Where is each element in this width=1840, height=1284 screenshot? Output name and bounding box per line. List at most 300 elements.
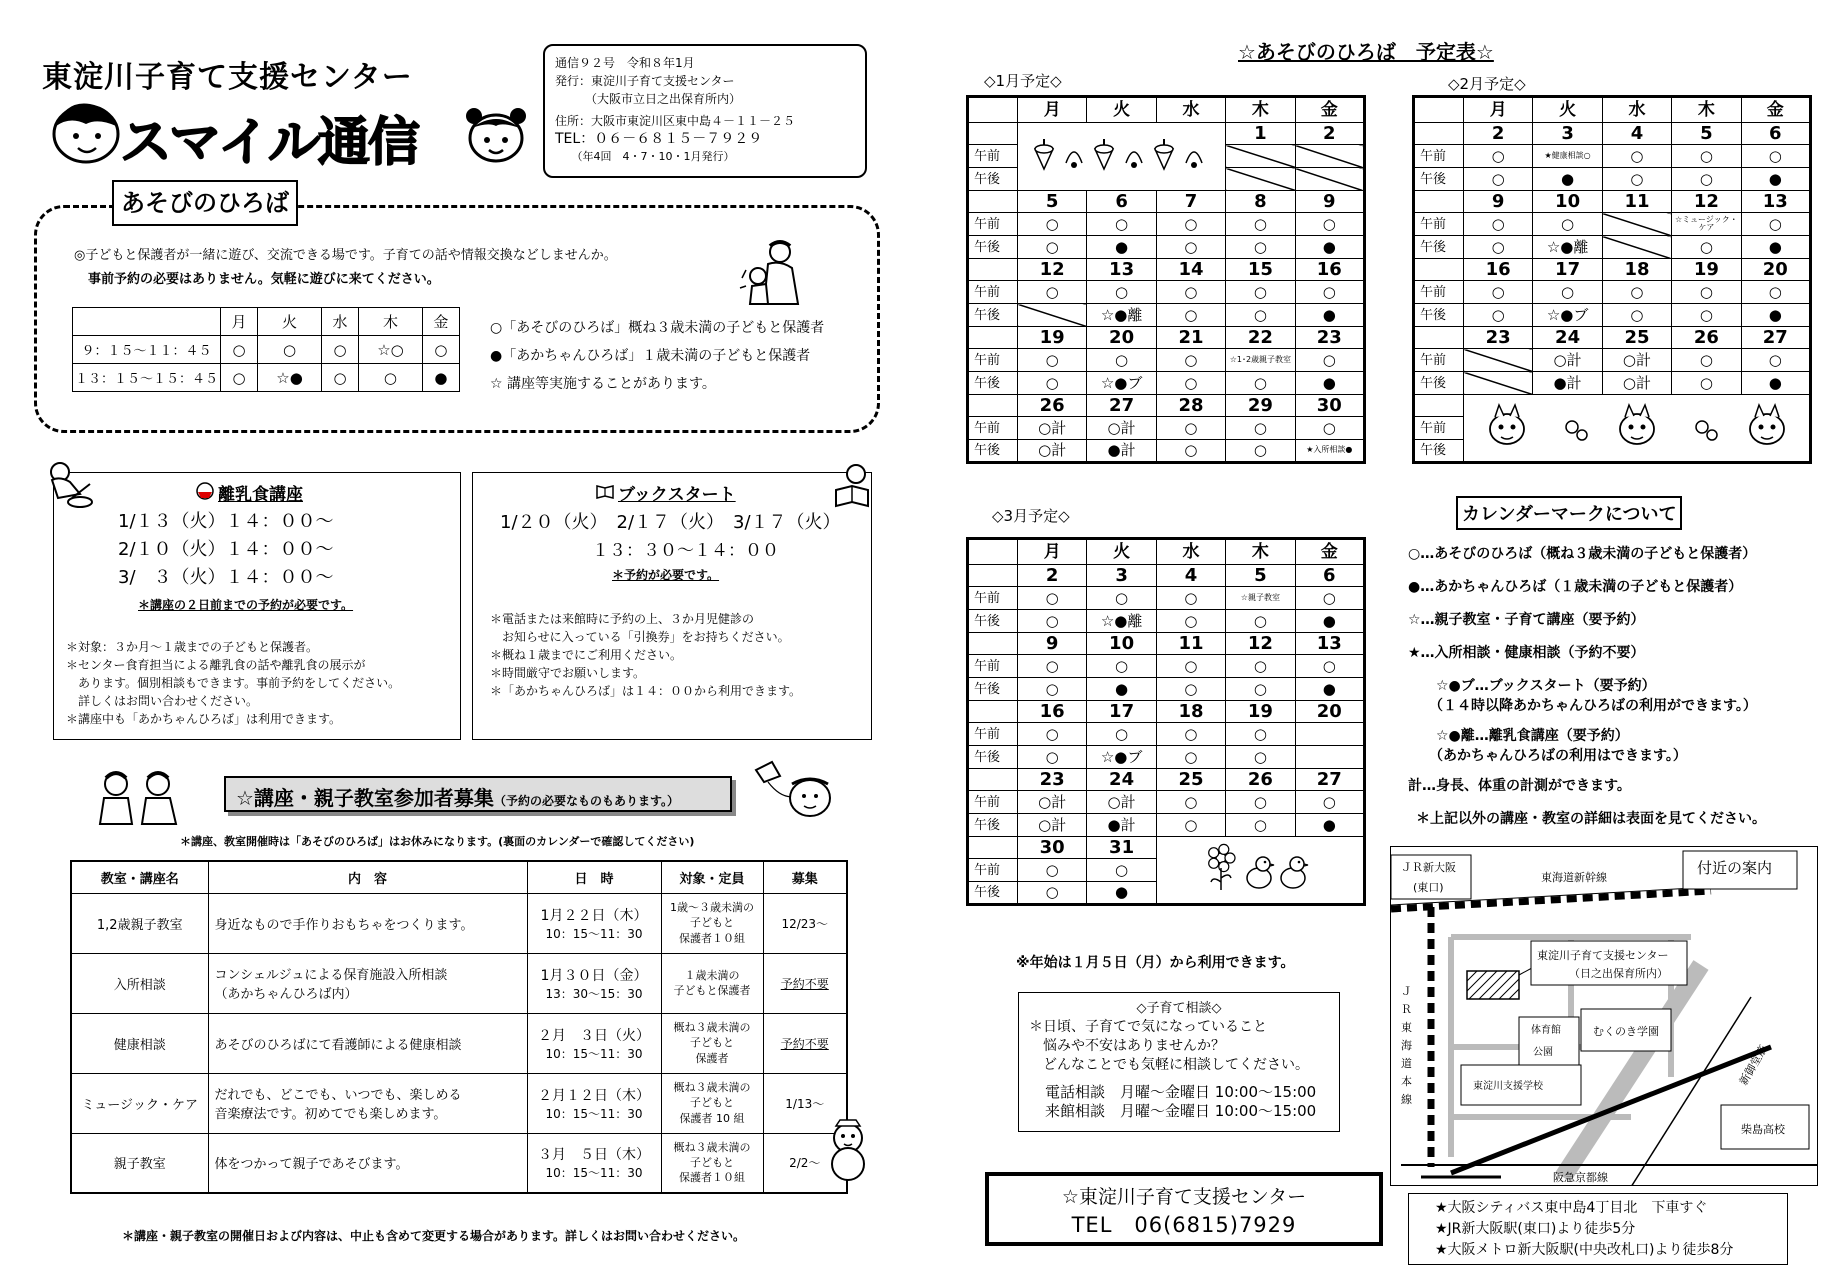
cal-weekday: 月 [1018, 539, 1087, 565]
cal-cell: ○ [1226, 440, 1295, 463]
rinyu-note: ＊対象：３か月～１歳までの子どもと保護者。 [66, 640, 319, 654]
cal-cell: ☆●ブ [1533, 304, 1602, 327]
program-content-line: 体をつかって親子であそびます。 [214, 1157, 409, 1173]
programs-title-small: （予約の必要なものもあります。） [493, 794, 679, 808]
mark-line: ☆●ブ…ブックスタート（要予約） [1408, 678, 1656, 694]
jan-label: ◇1月予定◇ [984, 72, 1062, 90]
cal-cell: ○ [1295, 417, 1364, 440]
newyear-note: ※年始は１月５日（月）から利用できます。 [1016, 955, 1295, 971]
program-content-line: （あかちゃんひろば内） [214, 987, 358, 1002]
consult-line: 悩みや不安はありませんか？ [1029, 1038, 1225, 1054]
map-title: 付近の案内 [1697, 859, 1773, 877]
mark-line: （あかちゃんひろばの利用はできます。） [1408, 748, 1687, 764]
info-line: （大阪市立日之出保育所内） [555, 92, 742, 106]
cal-date: 3 [1087, 565, 1156, 587]
cal-date: 30 [1295, 395, 1364, 417]
program-time: 13：30～15：30 [545, 986, 643, 1001]
marks-title: カレンダーマークについて [1456, 496, 1682, 530]
contact-name: ☆東淀川子育て支援センター [1061, 1186, 1307, 1208]
day-header: 木 [359, 308, 423, 336]
map-jr-line: ＪＲ東海道本線 [1401, 985, 1412, 1106]
program-row [71, 1133, 847, 1193]
cal-cell: ○ [1087, 587, 1156, 610]
cal-cell: ○ [1602, 145, 1671, 168]
parent-child-icon [738, 238, 812, 314]
hiroba-legend [490, 314, 824, 398]
program-datetime [527, 893, 661, 953]
cal-slot-label: 午前 [1414, 213, 1464, 236]
cal-date: 20 [1741, 259, 1810, 281]
program-name: 健康相談 [71, 1013, 208, 1073]
cal-cell: ● [1295, 610, 1364, 633]
cal-weekday: 水 [1156, 97, 1225, 123]
cal-cell: ○ [1018, 723, 1087, 746]
time-slot: ９：１５～１１：４５ [73, 336, 221, 364]
legend-item: ●「あかちゃんひろば」１歳未満の子どもと保護者 [490, 348, 811, 364]
cal-slot-label: 午前 [968, 859, 1018, 882]
program-target-line: 保護者 10 組 [679, 1111, 745, 1125]
cal-weekday: 水 [1602, 97, 1671, 123]
cal-slot-label: 午前 [1414, 349, 1464, 372]
map-school1: むくのき学園 [1593, 1025, 1659, 1038]
map-jr-exit: (東口) [1413, 881, 1444, 894]
cal-cell: ○ [1156, 213, 1225, 236]
cal-cell: ○ [1156, 610, 1225, 633]
cal-cell: ●計 [1087, 440, 1156, 463]
cal-date: 13 [1087, 259, 1156, 281]
oni-mask-icon [1477, 401, 1797, 451]
cal-cell [1226, 145, 1295, 168]
cal-date: 6 [1295, 565, 1364, 587]
cal-spacer [968, 633, 1018, 655]
mark-line: ☆…親子教室・子育て講座（要予約） [1408, 612, 1645, 628]
cal-date: 23 [1018, 769, 1087, 791]
cal-cell: ○ [1672, 349, 1741, 372]
hours-cell: ☆○ [359, 336, 423, 364]
two-kids-icon [96, 766, 186, 830]
day-header: 月 [221, 308, 258, 336]
cal-cell: ○ [1087, 281, 1156, 304]
cal-cell: ○ [1156, 417, 1225, 440]
cal-slot-label: 午後 [968, 236, 1018, 259]
map-box [1390, 846, 1818, 1186]
rinyu-notice: ＊講座の２日前までの予約が必要です。 [138, 598, 354, 612]
rinyu-dates [118, 508, 334, 592]
cal-slot-label: 午前 [1414, 281, 1464, 304]
cal-cell: ● [1533, 168, 1602, 191]
cal-date: 26 [1672, 327, 1741, 349]
program-target-line: 保護者１０組 [679, 931, 745, 945]
cal-spacer [968, 769, 1018, 791]
cal-cell: ● [1741, 168, 1810, 191]
schedule-title: ☆あそびのひろば 予定表☆ [1238, 40, 1494, 64]
cal-date: 24 [1087, 769, 1156, 791]
cal-weekday: 木 [1226, 97, 1295, 123]
consult-box [1018, 992, 1340, 1132]
programs-header: 募集 [763, 861, 847, 893]
cal-cell: ☆●ブ [1087, 372, 1156, 395]
cal-spacer [968, 701, 1018, 723]
programs-header: 教室・講座名 [71, 861, 208, 893]
hiroba-note: 事前予約の必要はありません。気軽に遊びに来てください。 [88, 272, 440, 287]
cal-cell: ○ [1156, 236, 1225, 259]
cal-weekday: 火 [1087, 97, 1156, 123]
day-header: 水 [321, 308, 358, 336]
cal-date: 3 [1533, 123, 1602, 145]
cal-date: 17 [1087, 701, 1156, 723]
cal-cell: ○ [1602, 304, 1671, 327]
cal-cell: ● [1087, 678, 1156, 701]
cal-cell: ○ [1087, 655, 1156, 678]
program-target-line: １歳未満の [684, 968, 740, 982]
cal-cell: ○ [1018, 587, 1087, 610]
cal-slot-label: 午後 [968, 168, 1018, 191]
cal-cell: ○ [1156, 723, 1225, 746]
map-school2: 東淀川支援学校 [1473, 1081, 1543, 1092]
cal-cell: ○計 [1087, 417, 1156, 440]
cal-cell: ○ [1156, 791, 1225, 814]
program-content-line: コンシェルジュによる保育施設入所相談 [214, 968, 448, 983]
cal-spacer [1414, 123, 1464, 145]
mark-line: ●…あかちゃんひろば（１歳未満の子どもと保護者） [1408, 579, 1743, 595]
cal-cell: ○ [1226, 723, 1295, 746]
cal-cell: ○ [1087, 859, 1156, 882]
program-target-line: 子どもと保護者 [673, 984, 751, 997]
cal-cell: ○ [1018, 610, 1087, 633]
day-header: 金 [422, 308, 459, 336]
cal-cell: ○ [1018, 882, 1087, 905]
cal-cell [1295, 168, 1364, 191]
program-target [661, 1013, 763, 1073]
mar-label: ◇3月予定◇ [992, 507, 1070, 525]
program-name: 1,2歳親子教室 [71, 893, 208, 953]
cal-cell: ○ [1018, 678, 1087, 701]
cal-cell: ○ [1464, 281, 1533, 304]
cal-corner [968, 97, 1018, 123]
cal-weekday: 木 [1226, 539, 1295, 565]
hours-cell: ○ [321, 336, 358, 364]
program-time: 10：15～11：30 [545, 1046, 643, 1061]
hiroba-title: あそびのひろば [112, 180, 298, 226]
program-target [661, 893, 763, 953]
programs-title-box [224, 776, 732, 812]
program-target-line: 保護者１０組 [679, 1171, 745, 1185]
program-row [71, 953, 847, 1013]
bookstart-time: １３：３０～１４：００ [592, 541, 779, 561]
hours-cell: ○ [221, 336, 258, 364]
cal-date: 31 [1087, 837, 1156, 859]
program-target-line: 保護者 [695, 1051, 729, 1065]
cal-date: 24 [1533, 327, 1602, 349]
bookstart-note: お知らせに入っている「引換券」をお持ちください。 [490, 630, 790, 644]
cal-date: 19 [1018, 327, 1087, 349]
cal-cell: ○ [1672, 304, 1741, 327]
cal-date: 26 [1018, 395, 1087, 417]
hours-cell: ○ [258, 336, 322, 364]
cal-cell: ● [1741, 372, 1810, 395]
book-icon [596, 485, 614, 499]
rinyu-date: 3/ ３（火）１４：００～ [118, 567, 334, 588]
cal-weekday: 月 [1018, 97, 1087, 123]
cal-spacer [1414, 259, 1464, 281]
program-date: ２月１２日（木） [538, 1087, 650, 1104]
consult-phone: 電話相談 月曜～金曜日 10:00～15:00 [1045, 1083, 1317, 1101]
cal-cell: ○ [1226, 791, 1295, 814]
cal-cell: ○ [1295, 213, 1364, 236]
cal-date: 11 [1156, 633, 1225, 655]
cal-cell: ○ [1464, 213, 1533, 236]
cal-cell: ○計 [1018, 417, 1087, 440]
cal-cell: ○ [1602, 281, 1671, 304]
mark-line: 計…身長、体重の計測ができます。 [1408, 778, 1631, 794]
cal-slot-label: 午前 [1414, 417, 1464, 440]
rinyu-date: 1/１３（火）１４：００～ [118, 511, 334, 532]
marks-list [1408, 538, 1766, 836]
program-recruit: 12/23～ [763, 893, 847, 953]
cal-spacer [968, 395, 1018, 417]
cal-date: 12 [1672, 191, 1741, 213]
bookstart-note: ＊時間厳守でお願いします。 [490, 666, 646, 680]
program-content [208, 893, 527, 953]
program-target-line: 子どもと [690, 1156, 734, 1170]
map-gym: 体育館 [1531, 1025, 1561, 1036]
cooking-child-icon [40, 458, 98, 514]
programs-table [70, 860, 848, 1194]
cal-spacer [968, 191, 1018, 213]
cal-cell: ○計 [1018, 814, 1087, 837]
program-date: ２月 ３日（火） [538, 1027, 650, 1044]
program-time: 10：15～11：30 [545, 1166, 643, 1181]
consult-title: ◇子育て相談◇ [1136, 1001, 1222, 1016]
rice-bowl-icon [196, 482, 214, 500]
cal-cell: ○ [1295, 587, 1364, 610]
cal-slot-label: 午前 [968, 145, 1018, 168]
cal-cell: ○ [1087, 723, 1156, 746]
cal-decoration [1464, 395, 1811, 463]
cal-slot-label: 午後 [968, 440, 1018, 463]
bookstart-dates: 1/２０（火） 2/１７（火） 3/１７（火） [500, 512, 841, 533]
cal-cell: ○ [1156, 372, 1225, 395]
rinyu-note: ＊センター食育担当による離乳食の話や離乳食の展示が [66, 658, 366, 672]
mark-line: （１４時以降あかちゃんひろばの利用ができます。） [1408, 698, 1757, 714]
cal-date: 30 [1018, 837, 1087, 859]
cal-cell: ○ [1018, 746, 1087, 769]
cal-spacer [1414, 191, 1464, 213]
cal-corner [968, 539, 1018, 565]
cal-weekday: 金 [1741, 97, 1810, 123]
cal-cell: ○ [1672, 236, 1741, 259]
cal-cell: ☆●離 [1087, 610, 1156, 633]
cal-cell [1602, 213, 1671, 236]
cal-date: 25 [1602, 327, 1671, 349]
legend-item: ○「あそびのひろば」概ね３歳未満の子どもと保護者 [490, 320, 825, 336]
kite-child-icon [752, 760, 834, 822]
program-recruit: 2/2～ [763, 1133, 847, 1193]
cal-spacer [1414, 327, 1464, 349]
cal-cell: ● [1741, 236, 1810, 259]
feb-label: ◇2月予定◇ [1448, 75, 1526, 93]
cal-spacer [968, 123, 1018, 145]
cal-spacer [968, 565, 1018, 587]
program-target [661, 953, 763, 1013]
rinyu-note: あります。個別相談もできます。事前予約をしてください。 [66, 676, 401, 690]
program-row [71, 1073, 847, 1133]
cal-cell: ○ [1464, 145, 1533, 168]
access-line: ★大阪シティバス東中島4丁目北 下車すぐ [1435, 1200, 1708, 1216]
programs-footnote: ＊講座・親子教室の開催日および内容は、中止も含めて変更する場合があります。詳しくはお問い合わせください。 [122, 1229, 746, 1243]
cal-slot-label: 午後 [968, 814, 1018, 837]
cal-date: 19 [1672, 259, 1741, 281]
cal-date: 16 [1018, 701, 1087, 723]
cal-date: 5 [1226, 565, 1295, 587]
cal-cell: ○ [1018, 236, 1087, 259]
cal-date: 23 [1464, 327, 1533, 349]
consult-line: ＊日頃、子育てで気になっていること [1029, 1019, 1267, 1035]
cal-date: 1 [1226, 123, 1295, 145]
map-center-sub: （日之出保育所内） [1569, 967, 1668, 980]
cal-date: 26 [1226, 769, 1295, 791]
program-time: 10：15～11：30 [545, 926, 643, 941]
cal-cell: ○計 [1087, 791, 1156, 814]
cal-cell: ○ [1156, 655, 1225, 678]
hours-cell: ○ [221, 364, 258, 392]
cal-date: 18 [1156, 701, 1225, 723]
cal-slot-label: 午後 [1414, 372, 1464, 395]
program-name: ミュージック・ケア [71, 1073, 208, 1133]
cal-cell: ○ [1464, 304, 1533, 327]
january-calendar [966, 95, 1366, 464]
cal-date: 27 [1741, 327, 1810, 349]
program-target [661, 1073, 763, 1133]
info-line: （年4回 4・7・10・1月発行） [555, 150, 735, 163]
cal-slot-label: 午前 [968, 723, 1018, 746]
program-target-line: 子どもと [690, 916, 734, 930]
cal-date: 18 [1602, 259, 1671, 281]
newsletter-title: スマイル通信 [120, 113, 418, 173]
cal-cell [1226, 168, 1295, 191]
program-date: 1月２２日（木） [540, 907, 648, 924]
hours-cell: ● [422, 364, 459, 392]
bookstart-note: ＊「あかちゃんひろば」は１４：００から利用できます。 [490, 684, 802, 698]
cal-cell: ○ [1741, 349, 1810, 372]
cal-cell: ○ [1295, 655, 1364, 678]
cal-date: 22 [1226, 327, 1295, 349]
cal-date: 25 [1156, 769, 1225, 791]
mark-line: ☆●離…離乳食講座（要予約） [1408, 728, 1629, 744]
programs-subnote: ＊講座、教室開催時は「あそびのひろば」はお休みになります。(裏面のカレンダーで確認してください) [180, 835, 695, 848]
cal-cell: ● [1087, 882, 1156, 905]
smile-face-right-icon [462, 104, 530, 166]
cal-weekday: 火 [1533, 97, 1602, 123]
legend-item: ☆ 講座等実施することがあります。 [490, 376, 716, 392]
cal-spacer [968, 259, 1018, 281]
hiroba-hours-table [72, 307, 460, 392]
cal-weekday: 木 [1672, 97, 1741, 123]
cal-cell [1295, 145, 1364, 168]
cal-cell: ☆●ブ [1087, 746, 1156, 769]
cal-cell: ○ [1226, 655, 1295, 678]
contact-tel: TEL 06(6815)7929 [1071, 1213, 1297, 1237]
cal-weekday: 金 [1295, 539, 1364, 565]
cal-date: 6 [1087, 191, 1156, 213]
cal-cell: ○計 [1602, 349, 1671, 372]
cal-date: 4 [1602, 123, 1671, 145]
cal-cell: ○計 [1533, 349, 1602, 372]
program-recruit: 1/13～ [763, 1073, 847, 1133]
rinyu-notes [66, 638, 400, 728]
cal-cell: ○ [1226, 417, 1295, 440]
cal-date: 10 [1087, 633, 1156, 655]
cal-cell: ☆●離 [1087, 304, 1156, 327]
cal-cell: ○計 [1018, 791, 1087, 814]
cal-cell: ○ [1156, 678, 1225, 701]
cal-date: 8 [1226, 191, 1295, 213]
cal-date: 20 [1087, 327, 1156, 349]
cal-weekday: 月 [1464, 97, 1533, 123]
cal-slot-label: 午後 [968, 678, 1018, 701]
rinyu-date: 2/１０（火）１４：００～ [118, 539, 334, 560]
cal-cell: ○ [1156, 587, 1225, 610]
program-content [208, 1073, 527, 1133]
cal-date: 21 [1156, 327, 1225, 349]
cal-weekday: 水 [1156, 539, 1225, 565]
cal-date: 5 [1018, 191, 1087, 213]
cal-cell: ○ [1741, 145, 1810, 168]
cal-slot-label: 午前 [968, 213, 1018, 236]
cal-cell: ○ [1156, 349, 1225, 372]
cal-date: 15 [1226, 259, 1295, 281]
cal-cell: ○ [1156, 304, 1225, 327]
february-calendar [1412, 95, 1812, 464]
cal-date: 5 [1672, 123, 1741, 145]
cal-slot-label: 午前 [968, 349, 1018, 372]
cal-date: 12 [1018, 259, 1087, 281]
cal-slot-label: 午後 [1414, 304, 1464, 327]
cal-date: 6 [1741, 123, 1810, 145]
hours-cell: ○ [422, 336, 459, 364]
program-recruit: 予約不要 [763, 953, 847, 1013]
reading-child-icon [826, 460, 878, 512]
cal-cell: ● [1741, 304, 1810, 327]
cal-cell: ○ [1018, 281, 1087, 304]
cal-slot-label: 午前 [968, 587, 1018, 610]
program-date: 1月３０日（金） [540, 967, 648, 984]
cal-date: 29 [1226, 395, 1295, 417]
cal-spacer [968, 327, 1018, 349]
programs-title: ☆講座・親子教室参加者募集 [236, 786, 494, 810]
mark-line: ＊上記以外の講座・教室の詳細は表面を見てください。 [1416, 811, 1766, 827]
bookstart-note: ＊概ね１歳までにご利用ください。 [490, 648, 683, 662]
cal-date: 12 [1226, 633, 1295, 655]
cal-cell: ●計 [1533, 372, 1602, 395]
cal-date: 16 [1464, 259, 1533, 281]
program-target [661, 1133, 763, 1193]
cal-cell: ○ [1464, 168, 1533, 191]
cal-slot-label: 午前 [1414, 145, 1464, 168]
hours-cell: ○ [359, 364, 423, 392]
cal-cell: ○ [1087, 349, 1156, 372]
cal-slot-label: 午後 [968, 610, 1018, 633]
map-center: 東淀川子育て支援センター [1537, 949, 1669, 962]
cal-cell [1018, 304, 1087, 327]
cal-cell: ○ [1087, 213, 1156, 236]
cal-cell: ○ [1226, 281, 1295, 304]
cal-cell: ● [1295, 304, 1364, 327]
map-expressway: 新御堂筋 [1736, 1042, 1771, 1088]
rinyu-title: 離乳食講座 [218, 485, 303, 505]
cal-cell: ●計 [1087, 814, 1156, 837]
cal-date: 13 [1741, 191, 1810, 213]
